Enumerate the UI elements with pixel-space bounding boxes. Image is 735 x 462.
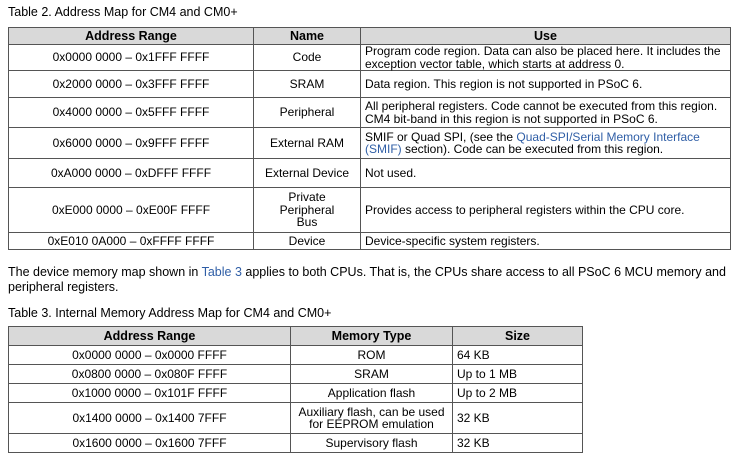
- header-memory-type: Memory Type: [291, 327, 453, 346]
- region-name-cell: Private Peripheral Bus: [254, 188, 361, 233]
- memory-type-cell: Auxiliary flash, can be used for EEPROM emulation: [291, 403, 453, 434]
- header-address-range: Address Range: [9, 28, 254, 45]
- region-use-cell: All peripheral registers. Code cannot be executed from this region. CM4 bit-band in this region is not supported in PSoC 6.: [361, 98, 731, 128]
- address-range-cell: 0x2000 0000 – 0x3FFF FFFF: [9, 71, 254, 98]
- region-name-cell: Device: [254, 233, 361, 250]
- region-name-cell: External Device: [254, 159, 361, 188]
- address-range-cell: 0x1400 0000 – 0x1400 7FFF: [9, 403, 291, 434]
- address-range-cell: 0x0800 0000 – 0x080F FFFF: [9, 365, 291, 384]
- use-text-pre: SMIF or Quad SPI, (see the: [365, 129, 517, 144]
- header-use: Use: [361, 28, 731, 45]
- table-row: [9, 233, 731, 250]
- memory-type-cell: Supervisory flash: [291, 434, 453, 453]
- address-range-cell: 0x0000 0000 – 0x0000 FFFF: [9, 346, 291, 365]
- table-row: [9, 188, 731, 233]
- table-row: [9, 365, 583, 384]
- table-row: [9, 434, 583, 453]
- region-use-cell: Not used.: [361, 159, 731, 188]
- region-use-cell: Provides access to peripheral registers within the CPU core.: [361, 188, 731, 233]
- address-range-cell: 0x4000 0000 – 0x5FFF FFFF: [9, 98, 254, 128]
- address-range-cell: 0x0000 0000 – 0x1FFF FFFF: [9, 45, 254, 71]
- address-range-cell: 0x1600 0000 – 0x1600 7FFF: [9, 434, 291, 453]
- table3-caption: Table 3. Internal Memory Address Map for CM4 and CM0+: [8, 306, 332, 320]
- region-use-cell: Data region. This region is not supported in PSoC 6.: [361, 71, 731, 98]
- body-paragraph: [8, 265, 730, 295]
- size-cell: Up to 1 MB: [453, 365, 583, 384]
- header-address-range: Address Range: [9, 327, 291, 346]
- memory-type-cell: Application flash: [291, 384, 453, 403]
- memory-type-cell: SRAM: [291, 365, 453, 384]
- smif-section-link[interactable]: Quad-SPI/Serial Memory Interface (SMIF): [365, 129, 700, 156]
- header-name: Name: [254, 28, 361, 45]
- table-row: [9, 98, 731, 128]
- size-cell: Up to 2 MB: [453, 384, 583, 403]
- region-use-cell: [361, 128, 731, 159]
- table-row: [9, 403, 583, 434]
- size-cell: 32 KB: [453, 434, 583, 453]
- region-use-cell: Program code region. Data can also be placed here. It includes the exception vector table, which starts at address 0.: [361, 45, 731, 71]
- table-row: [9, 71, 731, 98]
- address-range-cell: 0xE000 0000 – 0xE00F FFFF: [9, 188, 254, 233]
- table-row: [9, 384, 583, 403]
- address-range-cell: 0x6000 0000 – 0x9FFF FFFF: [9, 128, 254, 159]
- internal-memory-map-table: [8, 326, 583, 453]
- address-range-cell: 0xE010 0A000 – 0xFFFF FFFF: [9, 233, 254, 250]
- address-range-cell: 0xA000 0000 – 0xDFFF FFFF: [9, 159, 254, 188]
- paragraph-text-pre: The device memory map shown in: [8, 265, 202, 279]
- size-cell: 32 KB: [453, 403, 583, 434]
- address-map-table: [8, 27, 731, 250]
- header-size: Size: [453, 327, 583, 346]
- table-row: [9, 159, 731, 188]
- table3-link[interactable]: Table 3: [201, 265, 242, 279]
- table-row: [9, 45, 731, 71]
- table-header-row: [9, 28, 731, 45]
- table-header-row: [9, 327, 583, 346]
- region-name-cell: External RAM: [254, 128, 361, 159]
- size-cell: 64 KB: [453, 346, 583, 365]
- table2-caption: Table 2. Address Map for CM4 and CM0+: [8, 5, 238, 19]
- region-name-cell: Peripheral: [254, 98, 361, 128]
- region-name-cell: Code: [254, 45, 361, 71]
- table-row: [9, 346, 583, 365]
- memory-type-cell: ROM: [291, 346, 453, 365]
- address-range-cell: 0x1000 0000 – 0x101F FFFF: [9, 384, 291, 403]
- table-row: [9, 128, 731, 159]
- use-text-post: section). Code can be executed from this region.: [401, 142, 664, 156]
- region-use-cell: Device-specific system registers.: [361, 233, 731, 250]
- paragraph-text-post: applies to both CPUs. That is, the CPUs share access to all PSoC 6 MCU memory and peripheral registers.: [8, 265, 726, 294]
- region-name-cell: SRAM: [254, 71, 361, 98]
